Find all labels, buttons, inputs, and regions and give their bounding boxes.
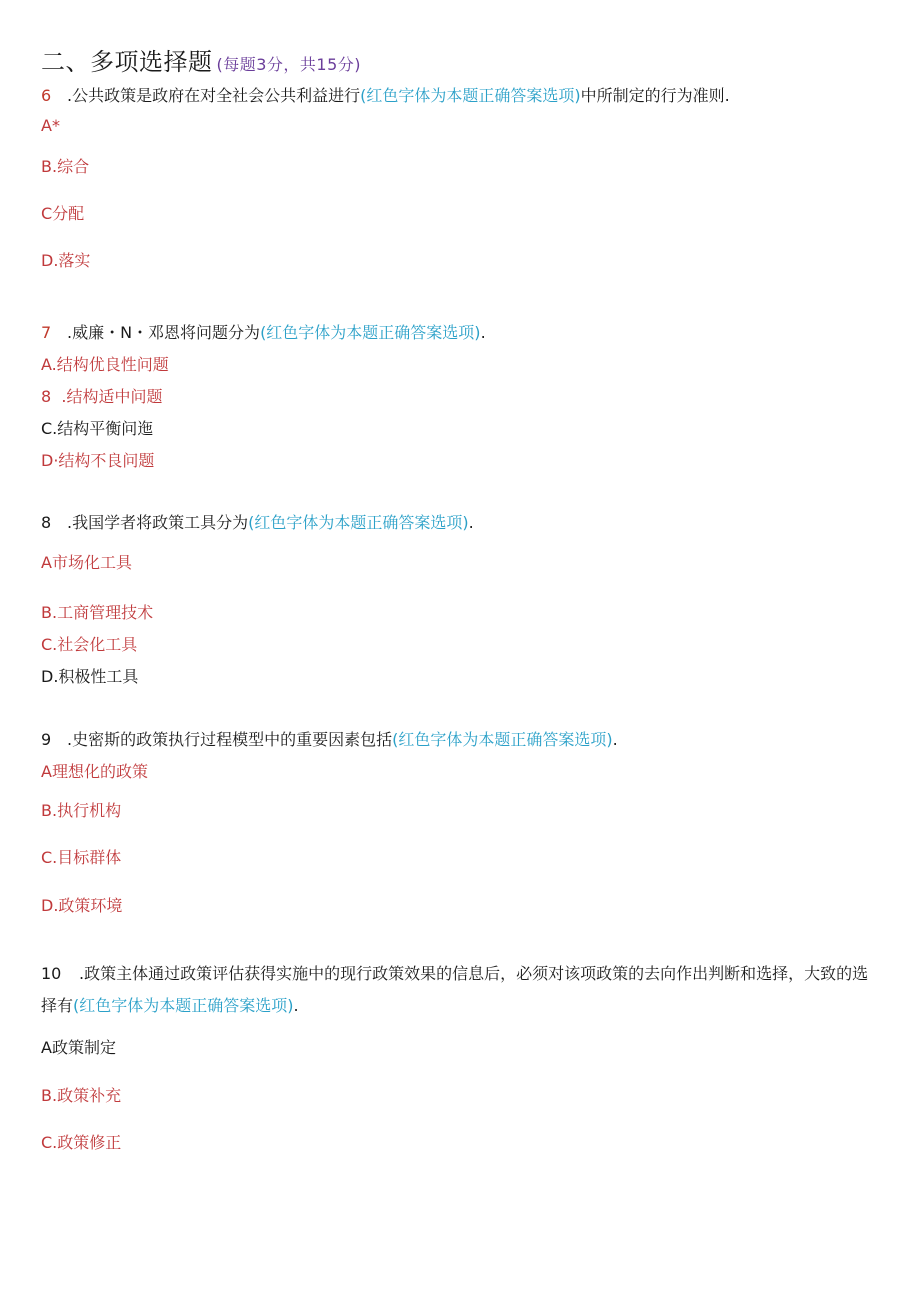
answer-hint: (红色字体为本题正确答案选项)	[260, 323, 481, 342]
question-number: 7	[41, 323, 52, 342]
answer-hint: (红色字体为本题正确答案选项)	[392, 730, 613, 749]
question-text: .政策主体通过政策评估获得实施中的现行政策效果的信息后，必须对该项政策的去向作出判断和选择，大致的选择有	[41, 964, 869, 1015]
option-d: D.积极性工具	[41, 667, 139, 686]
section-title	[41, 42, 361, 77]
option-c: C分配	[41, 204, 85, 223]
option-a: A政策制定	[41, 1038, 116, 1057]
question-6	[41, 83, 730, 106]
option-c: C.社会化工具	[41, 635, 138, 654]
option-a: A*	[41, 116, 60, 135]
question-text-end: 中所制定的行为准则.	[580, 86, 730, 105]
question-text-end: .	[480, 323, 486, 342]
question-text: .史密斯的政策执行过程模型中的重要因素包括	[67, 730, 393, 749]
option-c: C.结构平衡问迤	[41, 419, 154, 438]
option-a: A.结构优良性问题	[41, 355, 169, 374]
section-score-note: (每题3分，共15分)	[216, 55, 362, 74]
section-title-text: 二、多项选择题	[41, 48, 213, 76]
option-c: C.目标群体	[41, 848, 122, 867]
question-7	[41, 320, 486, 343]
option-b: B.综合	[41, 157, 90, 176]
question-8	[41, 510, 474, 533]
question-number: 10	[41, 964, 62, 983]
question-10	[41, 958, 871, 1022]
option-d: D.政策环境	[41, 896, 123, 915]
question-9	[41, 727, 618, 750]
option-a: A市场化工具	[41, 553, 132, 572]
question-number: 8	[41, 513, 52, 532]
option-b: B.工商管理技术	[41, 603, 154, 622]
answer-hint: (红色字体为本题正确答案选项)	[248, 513, 469, 532]
option-d: D.落实	[41, 251, 91, 270]
option-a: A理想化的政策	[41, 762, 148, 781]
question-text-end: .	[468, 513, 474, 532]
answer-hint: (红色字体为本题正确答案选项)	[73, 996, 294, 1015]
question-text: .威廉・N・邓恩将问题分为	[67, 323, 261, 342]
question-text: .公共政策是政府在对全社会公共利益进行	[67, 86, 361, 105]
option-b: B.政策补充	[41, 1086, 122, 1105]
question-text: .我国学者将政策工具分为	[67, 513, 249, 532]
option-c: C.政策修正	[41, 1133, 122, 1152]
question-number: 6	[41, 86, 52, 105]
option-b: 8 .结构适中问题	[41, 387, 163, 406]
option-d: D·结构不良问题	[41, 451, 155, 470]
option-b: B.执行机构	[41, 801, 122, 820]
question-text-end: .	[293, 996, 299, 1015]
question-text-end: .	[612, 730, 618, 749]
answer-hint: (红色字体为本题正确答案选项)	[360, 86, 581, 105]
question-number: 9	[41, 730, 52, 749]
